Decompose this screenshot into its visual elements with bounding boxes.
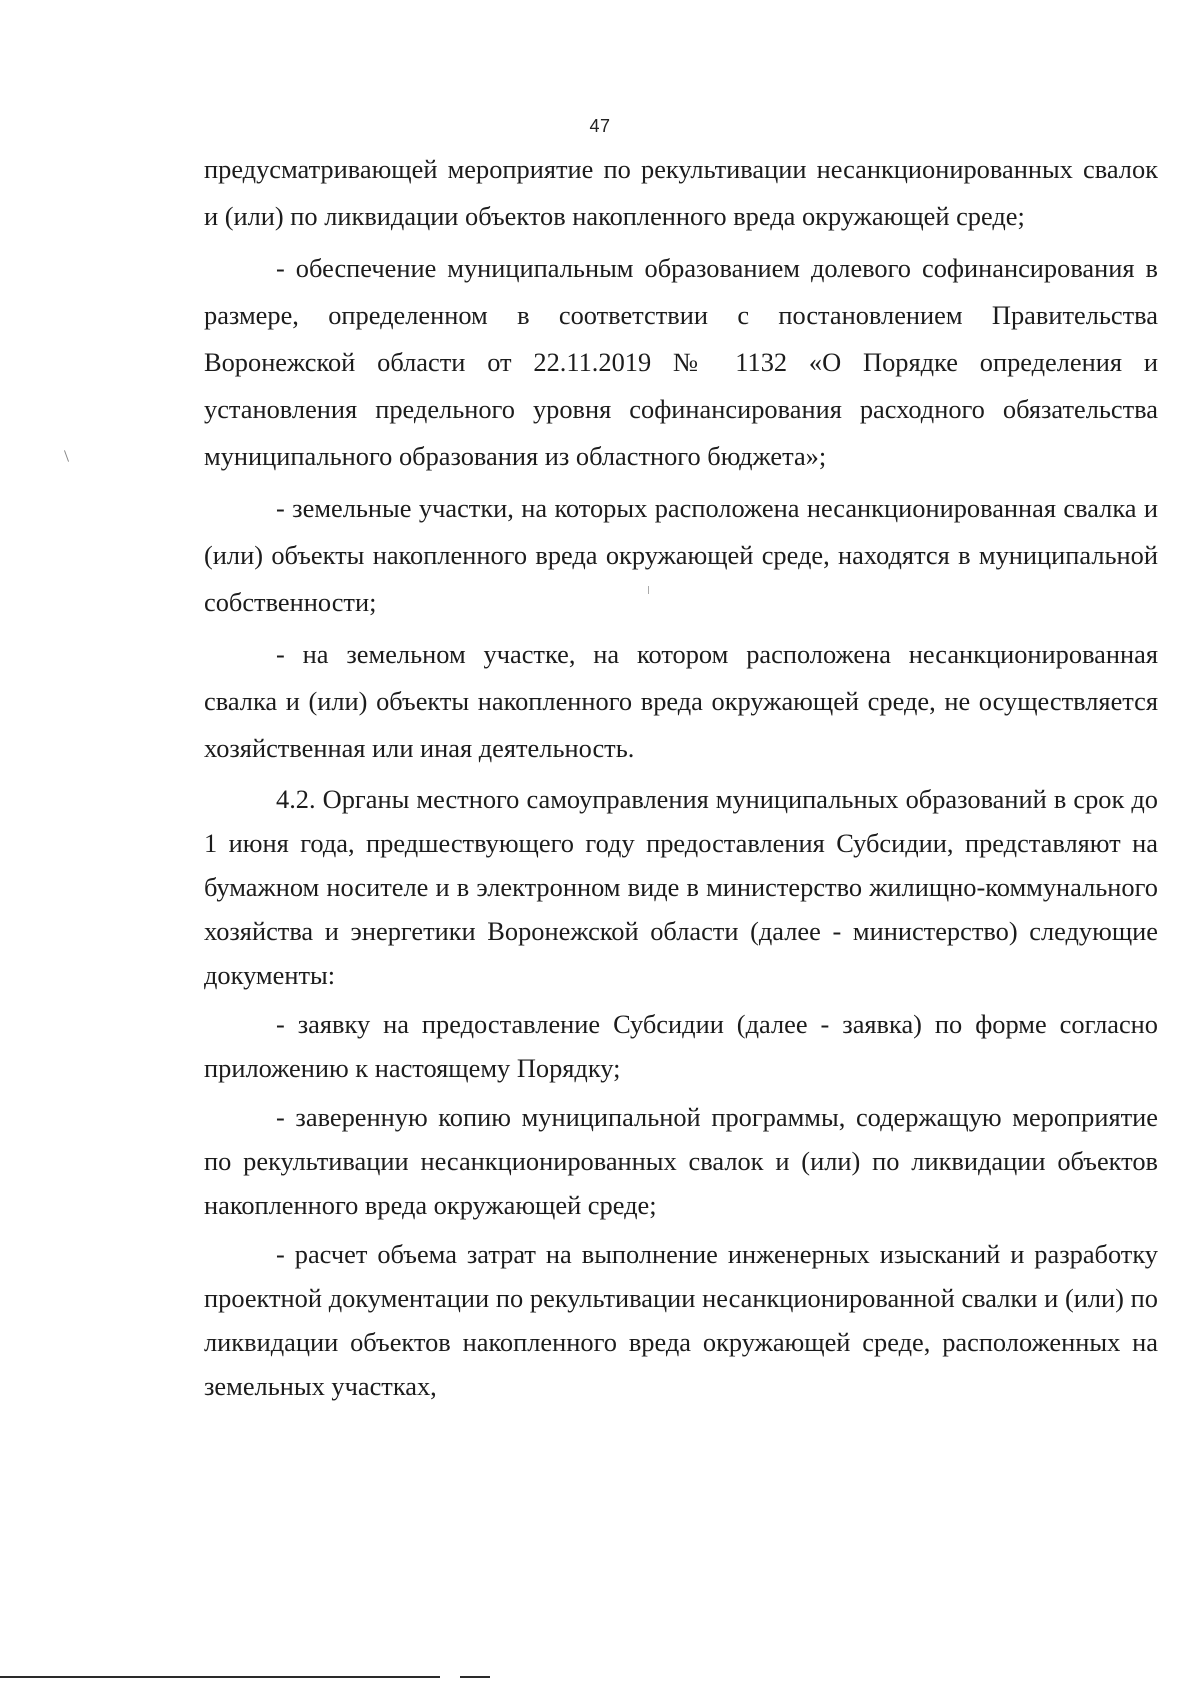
page-number: 47 — [589, 116, 611, 136]
paragraph-application: - заявку на предоставление Субсидии (далее - заявка) по форме согласно приложению к настоящему Порядку; — [204, 1009, 1158, 1083]
paragraph-cofinancing: - обеспечение муниципальным образованием долевого софинансирования в размере, определенном в соответствии с постановлением Правительства Воронежской области от 22.11.2019 № 1132 «О Порядке определения и установления предельного уровня софинансирования расходного обязательства муниципального образования из областного бюджета»; — [204, 253, 1158, 471]
scan-artifact — [64, 450, 69, 462]
document-body — [204, 146, 1158, 1408]
paragraph-land-ownership: - земельные участки, на которых расположена несанкционированная свалка и (или) объекты накопленного вреда окружающей среде, находятся в муниципальной собственности; — [204, 493, 1158, 617]
paragraph-cost-calculation: - расчет объема затрат на выполнение инженерных изысканий и разработку проектной документации по рекультивации несанкционированной свалки и (или) по ликвидации объектов накопленного вреда окружающей среде, расположенных на земельных участках, — [204, 1239, 1158, 1401]
footer-divider — [460, 1676, 490, 1678]
footer-divider — [0, 1676, 440, 1678]
paragraph-no-activity: - на земельном участке, на котором расположена несанкционированная свалка и (или) объекты накопленного вреда окружающей среде, не осуществляется хозяйственная или иная деятельность. — [204, 639, 1158, 763]
paragraph-continuation: предусматривающей мероприятие по рекультивации несанкционированных свалок и (или) по ликвидации объектов накопленного вреда окружающей среде; — [204, 154, 1158, 231]
paragraph-section-4-2: 4.2. Органы местного самоуправления муниципальных образований в срок до 1 июня года, предшествующего году предоставления Субсидии, представляют на бумажном носителе и в электронном виде в министерство жилищно-коммунального хозяйства и энергетики Воронежской области (далее - министерство) следующие документы: — [204, 784, 1158, 990]
paragraph-program-copy: - заверенную копию муниципальной программы, содержащую мероприятие по рекультивации несанкционированных свалок и (или) по ликвидации объектов накопленного вреда окружающей среде; — [204, 1102, 1158, 1220]
